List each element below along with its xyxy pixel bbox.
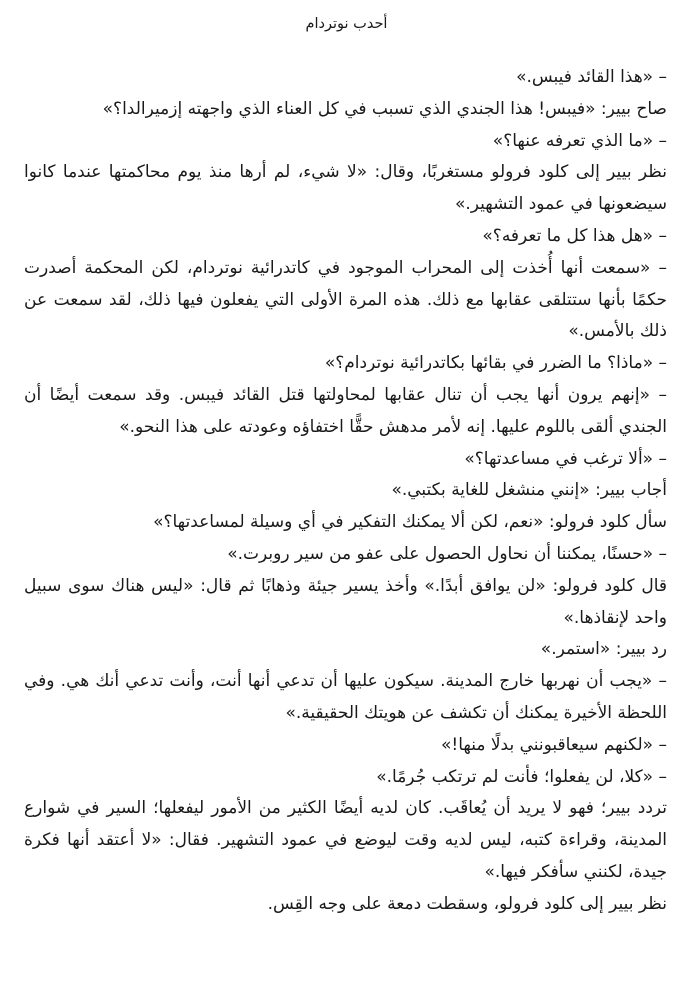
paragraph: قال كلود فرولو: «لن يوافق أبدًا.» وأخذ يسير جيئة وذهابًا ثم قال: «ليس هناك سوى سبيل واحد لإنقاذها.» — [24, 575, 667, 628]
paragraph: – «كلا، لن يفعلوا؛ فأنت لم ترتكب جُرمًا.» — [376, 766, 667, 787]
paragraph: – «هذا القائد فيبس.» — [516, 67, 667, 87]
running-header: أحدب نوتردام — [305, 16, 388, 32]
paragraph: – «هل هذا كل ما تعرفه؟» — [482, 225, 667, 246]
paragraph: رد بيير: «استمر.» — [540, 639, 667, 660]
paragraph: نظر بيير إلى كلود فرولو مستغربًا، وقال: «لا شيء، لم أرها منذ يوم محاكمتها عندما كانوا سيضعونها في عمود التشهير.» — [24, 162, 667, 215]
paragraph: نظر بيير إلى كلود فرولو، وسقطت دمعة على وجه القِس. — [267, 893, 667, 914]
paragraph: – «ماذا؟ ما الضرر في بقائها بكاتدرائية نوتردام؟» — [324, 353, 667, 374]
paragraph: سأل كلود فرولو: «نعم، لكن ألا يمكنك التفكير في أي وسيلة لمساعدتها؟» — [153, 512, 667, 533]
paragraph: – «سمعت أنها أُخذت إلى المحراب الموجود في كاتدرائية نوتردام، لكن المحكمة أصدرت حكمًا بأنها ستتلقى عقابها مع ذلك. هذه المرة الأولى التي يفعلون فيها ذلك، لقد سمعت عن ذلك بالأمس.» — [24, 257, 667, 342]
paragraph: صاح بيير: «فيبس! هذا الجندي الذي تسبب في كل العناء الذي واجهته إزميرالدا؟» — [102, 98, 667, 119]
paragraph: – «يجب أن نهربها خارج المدينة. سيكون عليها أن تدعي أنها أنت، وأنت تدعي أنك هي. وفي اللحظة الأخيرة يمكنك أن تكشف عن هويتك الحقيقية.» — [24, 671, 667, 723]
paragraph: – «ما الذي تعرفه عنها؟» — [492, 130, 667, 151]
body-text — [24, 62, 667, 921]
paragraph: تردد بيير؛ فهو لا يريد أن يُعاقَب. كان لديه أيضًا الكثير من الأمور ليفعلها؛ السير في شوارع المدينة، وقراءة كتبه، ليس لديه وقت ليوضع في عمود التشهير. فقال: «لا أعتقد أنها فكرة جيدة، لكنني سأفكر فيها.» — [24, 798, 667, 882]
paragraph: – «حسنًا، يمكننا أن نحاول الحصول على عفو من سير روبرت.» — [227, 543, 667, 564]
paragraph: – «لكنهم سيعاقبونني بدلًا منها!» — [440, 734, 667, 755]
paragraph: أجاب بيير: «إنني منشغل للغاية بكتبي.» — [391, 480, 667, 501]
paragraph: – «ألا ترغب في مساعدتها؟» — [464, 448, 667, 469]
paragraph: – «إنهم يرون أنها يجب أن تنال عقابها لمحاولتها قتل القائد فيبس. وقد سمعت أيضًا أن الجندي ألقى باللوم عليها. إنه لأمر مدهش حقًّا اختفاؤه وعودته على هذا النحو.» — [24, 384, 667, 437]
